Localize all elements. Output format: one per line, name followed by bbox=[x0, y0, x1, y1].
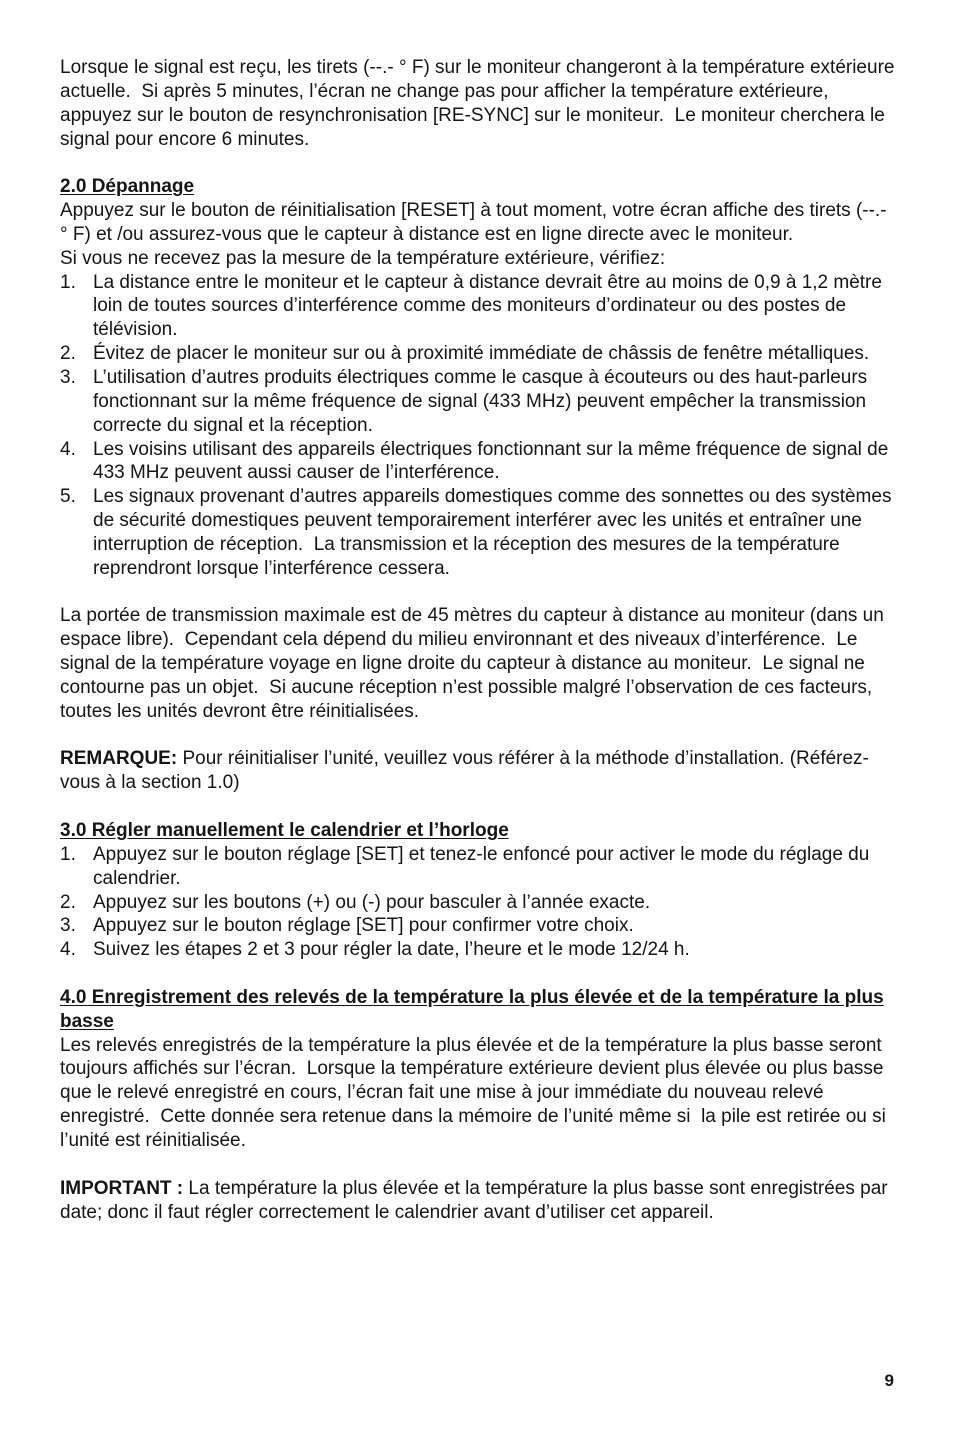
calendar-setup-steps bbox=[60, 843, 896, 962]
list-item-number: 3. bbox=[60, 366, 76, 388]
document-page bbox=[60, 56, 900, 1224]
list-item bbox=[60, 438, 896, 486]
list-item-number: 4. bbox=[60, 939, 76, 961]
list-item-text: L’utilisation d’autres produits électriques comme le casque à écouteurs ou des haut-parleurs fonctionnant sur la même fréquence de signal (433 MHz) peuvent empêcher la transmission correcte du signal et la réception. bbox=[93, 366, 873, 436]
troubleshooting-paragraph-1: Appuyez sur le bouton de réinitialisation [RESET] à tout moment, votre écran affiche des tirets (--.- ° F) et /ou assurez-vous que le capteur à distance est en ligne directe avec le moniteur. bbox=[60, 200, 892, 245]
list-item bbox=[60, 342, 896, 366]
list-item-number: 2. bbox=[60, 891, 76, 913]
list-item bbox=[60, 271, 896, 343]
list-item bbox=[60, 891, 896, 915]
important-paragraph bbox=[60, 1177, 896, 1225]
list-item-text: Les signaux provenant d’autres appareils domestiques comme des sonnettes ou des systèmes de sécurité domestiques peuvent temporairement interférer avec les unités et entraîner une interruption de réception. La transmission et la réception des mesures de la température reprendront lorsque l’interférence cessera. bbox=[93, 486, 897, 579]
list-item-number: 1. bbox=[60, 843, 76, 865]
list-item-text: La distance entre le moniteur et le capteur à distance devrait être au moins de 0,9 à 1,2 mètre loin de toutes sources d’interférence comme des moniteurs d’ordinateur ou des postes de télévision. bbox=[93, 271, 888, 341]
note-paragraph bbox=[60, 747, 896, 795]
list-item bbox=[60, 366, 896, 438]
list-item-text: Appuyez sur le bouton réglage [SET] et tenez-le enfoncé pour activer le mode du réglage du calendrier. bbox=[93, 843, 875, 889]
list-item-text: Évitez de placer le moniteur sur ou à proximité immédiate de châssis de fenêtre métalliques. bbox=[93, 343, 870, 365]
list-item bbox=[60, 843, 896, 891]
important-text: La température la plus élevée et la température la plus basse sont enregistrées par date; donc il faut régler correctement le calendrier avant d’utiliser cet appareil. bbox=[60, 1177, 893, 1223]
note-label: REMARQUE: bbox=[60, 748, 178, 770]
important-label: IMPORTANT : bbox=[60, 1177, 184, 1199]
intro-paragraph: Lorsque le signal est reçu, les tirets (--.- ° F) sur le moniteur changeront à la température extérieure actuelle. Si après 5 minutes, l’écran ne change pas pour afficher la température extérieure, appuyez sur le bouton de resynchronisation [RE-SYNC] sur le moniteur. Le moniteur cherchera le signal pour encore 6 minutes. bbox=[60, 57, 900, 150]
calendar-setup-section bbox=[60, 819, 896, 962]
list-item bbox=[60, 938, 896, 962]
list-item-number: 3. bbox=[60, 915, 76, 937]
list-item bbox=[60, 914, 896, 938]
list-item bbox=[60, 485, 896, 580]
records-section bbox=[60, 986, 896, 1224]
transmission-range-paragraph: La portée de transmission maximale est de 45 mètres du capteur à distance au moniteur (dans un espace libre). Cependant cela dépend du milieu environnant et des niveaux d’interférence. Le signal de la température voyage en ligne droite du capteur à distance au moniteur. Le signal ne contourne pas un objet. Si aucune réception n’est possible malgré l’observation de ces facteurs, toutes les unités devront être réinitialisées. bbox=[60, 605, 890, 722]
section-heading-calendar-setup: 3.0 Régler manuellement le calendrier et l’horloge bbox=[60, 820, 509, 841]
records-paragraph: Les relevés enregistrés de la température la plus élevée et de la température la plus basse seront toujours affichés sur l’écran. Lorsque la température extérieure devient plus élevée ou plus basse que le relevé enregistré en cours, l’écran fait une mise à jour immédiate du nouveau relevé enregistré. Cette donnée sera retenue dans la mémoire de l’unité même si la pile est retirée ou si l’unité est réinitialisée. bbox=[60, 1034, 892, 1151]
troubleshooting-checklist bbox=[60, 271, 896, 581]
section-heading-troubleshooting: 2.0 Dépannage bbox=[60, 176, 195, 198]
note-text: Pour réinitialiser l’unité, veuillez vous référer à la méthode d’installation. (Référez-vous à la section 1.0) bbox=[60, 748, 869, 794]
list-item-text: Appuyez sur les boutons (+) ou (-) pour basculer à l’année exacte. bbox=[93, 891, 651, 913]
list-item-number: 4. bbox=[60, 438, 76, 460]
section-heading-records: 4.0 Enregistrement des relevés de la température la plus élevée et de la température la plus basse bbox=[60, 986, 884, 1032]
list-item-text: Les voisins utilisant des appareils électriques fonctionnant sur la même fréquence de signal de 433 MHz peuvent aussi causer de l’interférence. bbox=[93, 438, 894, 484]
list-item-text: Appuyez sur le bouton réglage [SET] pour confirmer votre choix. bbox=[93, 915, 634, 937]
list-item-number: 1. bbox=[60, 271, 76, 293]
page-number: 9 bbox=[884, 1371, 894, 1390]
list-item-text: Suivez les étapes 2 et 3 pour régler la date, l’heure et le mode 12/24 h. bbox=[93, 939, 690, 961]
list-item-number: 5. bbox=[60, 486, 76, 508]
list-item-number: 2. bbox=[60, 343, 76, 365]
troubleshooting-paragraph-2: Si vous ne recevez pas la mesure de la température extérieure, vérifiez: bbox=[60, 247, 666, 269]
troubleshooting-section bbox=[60, 175, 896, 795]
